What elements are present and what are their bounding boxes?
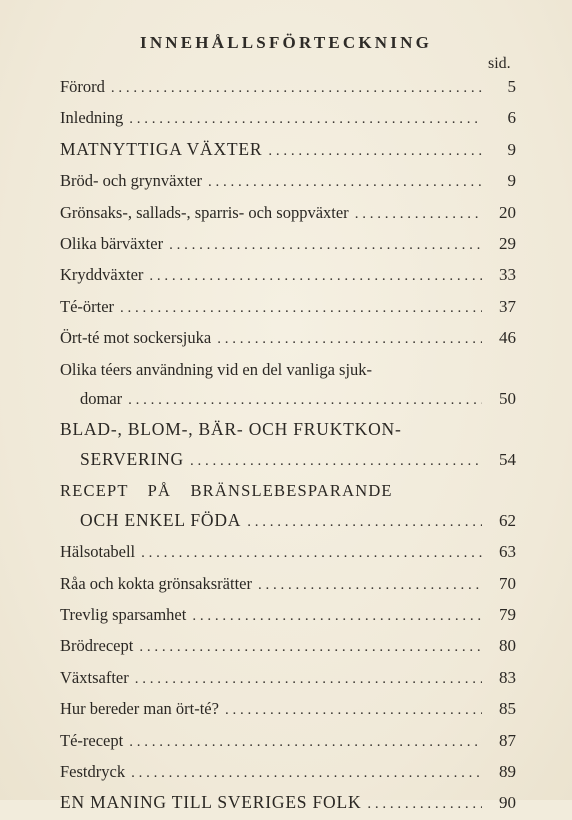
toc-entry-label: Kryddväxter — [60, 265, 144, 285]
toc-entry-label: Olika bärväxter — [60, 234, 164, 254]
toc-entry-page: 54 — [499, 449, 516, 469]
toc-entry-label-line1: Olika téers användning vid en del vanliga sjuk- — [60, 359, 373, 379]
toc-entry-page: 50 — [499, 389, 516, 409]
toc-entry-hur-bereder[interactable] — [60, 694, 516, 725]
toc-entry-page: 70 — [499, 573, 516, 593]
leader-dots — [129, 728, 482, 757]
leader-dots — [268, 137, 482, 166]
toc-entry-baervaexter[interactable] — [60, 229, 516, 260]
toc-entry-label: Té-recept — [60, 730, 124, 750]
toc-entry-page: 85 — [499, 699, 516, 719]
toc-entry-recept-braenslebesparande[interactable] — [60, 476, 516, 537]
toc-entry-page: 80 — [499, 636, 516, 656]
toc-entry-label: Hur bereder man ört-té? — [60, 699, 219, 719]
leader-dots — [129, 105, 482, 134]
toc-entry-page: 87 — [499, 730, 516, 750]
toc-entry-festdryck[interactable] — [60, 757, 516, 788]
toc-entry-label: EN MANING TILL SVERIGES FOLK — [60, 792, 362, 813]
toc-entry-te-oerter[interactable] — [60, 292, 516, 323]
toc-entry-page: 90 — [499, 793, 516, 813]
toc-entry-page: 89 — [499, 761, 516, 781]
leader-dots — [135, 665, 482, 694]
toc-entry-teers-anvaendning[interactable] — [60, 355, 516, 416]
toc-entry-label: Växtsafter — [60, 667, 129, 687]
toc-entry-page: 33 — [499, 265, 516, 285]
toc-entry-page: 83 — [499, 667, 516, 687]
leader-dots — [131, 759, 482, 788]
leader-dots — [139, 633, 482, 662]
toc-entry-label: Ört-té mot sockersjuka — [60, 328, 212, 348]
toc-entry-label: Festdryck — [60, 761, 126, 781]
page-title: INNEHÅLLSFÖRTECKNING — [140, 33, 432, 52]
leader-dots — [169, 231, 482, 260]
toc-entry-page: 20 — [499, 202, 516, 222]
leader-dots — [225, 696, 482, 725]
toc-entry-vaextsafter[interactable] — [60, 663, 516, 694]
toc-entry-label-line2: OCH ENKEL FÖDA — [80, 509, 242, 530]
toc-entry-foerord[interactable] — [60, 72, 516, 103]
leader-dots — [149, 262, 482, 291]
leader-dots — [192, 602, 482, 631]
leader-dots — [120, 294, 482, 323]
toc-entry-te-recept[interactable] — [60, 726, 516, 757]
toc-entry-page: 37 — [499, 296, 516, 316]
leader-dots — [217, 325, 482, 354]
toc-entry-haelsotabell[interactable] — [60, 537, 516, 568]
leader-dots — [141, 539, 482, 568]
toc-entry-page: 29 — [499, 234, 516, 254]
toc-entry-label: Inledning — [60, 108, 124, 128]
leader-dots — [190, 447, 482, 476]
leader-dots — [111, 74, 482, 103]
table-of-contents — [60, 72, 516, 820]
toc-entry-page: 79 — [499, 604, 516, 624]
toc-entry-label: MATNYTTIGA VÄXTER — [60, 138, 263, 159]
toc-entry-label: Té-örter — [60, 296, 115, 316]
toc-entry-broedrecept[interactable] — [60, 631, 516, 662]
toc-entry-label-line2: domar — [80, 389, 123, 409]
toc-entry-page: 9 — [507, 171, 516, 191]
toc-entry-label: Förord — [60, 77, 105, 96]
toc-entry-groensaks[interactable] — [60, 198, 516, 229]
toc-entry-raa-kokta[interactable] — [60, 569, 516, 600]
toc-entry-en-maning[interactable] — [60, 788, 516, 819]
toc-entry-label: Råa och kokta grönsaksrätter — [60, 573, 252, 593]
leader-dots — [208, 168, 482, 197]
toc-entry-label: Hälsotabell — [60, 542, 136, 562]
leader-dots — [355, 200, 482, 229]
leader-dots — [247, 508, 482, 537]
toc-entry-label: Brödrecept — [60, 636, 134, 656]
toc-entry-label-line2: SERVERING — [80, 448, 184, 469]
toc-entry-label: Trevlig sparsamhet — [60, 604, 187, 624]
toc-entry-trevlig-sparsamhet[interactable] — [60, 600, 516, 631]
toc-entry-oert-te-sockersjuka[interactable] — [60, 323, 516, 354]
toc-entry-matnyttiga-vaexter[interactable] — [60, 135, 516, 166]
toc-entry-page: 62 — [499, 510, 516, 530]
toc-entry-label-line1: BLAD-, BLOM-, BÄR- OCH FRUKTKON- — [60, 419, 402, 440]
toc-entry-page: 5 — [507, 77, 516, 96]
toc-entry-page: 46 — [499, 328, 516, 348]
toc-entry-label-line1: RECEPT PÅ BRÄNSLEBESPARANDE — [60, 481, 393, 501]
toc-entry-kryddvaexter[interactable] — [60, 260, 516, 291]
toc-entry-page: 9 — [507, 139, 516, 159]
toc-entry-konservering[interactable] — [60, 415, 516, 476]
toc-entry-label: Grönsaks-, sallads-, sparris- och soppväxter — [60, 202, 349, 222]
toc-entry-label: Bröd- och grynväxter — [60, 171, 203, 191]
leader-dots — [258, 571, 482, 600]
toc-entry-inledning[interactable] — [60, 103, 516, 134]
page-column-label: sid. — [488, 55, 511, 72]
toc-entry-page: 6 — [507, 108, 516, 128]
leader-dots — [367, 790, 482, 819]
toc-entry-broed-grynvaexter[interactable] — [60, 166, 516, 197]
leader-dots — [128, 386, 482, 415]
toc-entry-page: 63 — [499, 542, 516, 562]
